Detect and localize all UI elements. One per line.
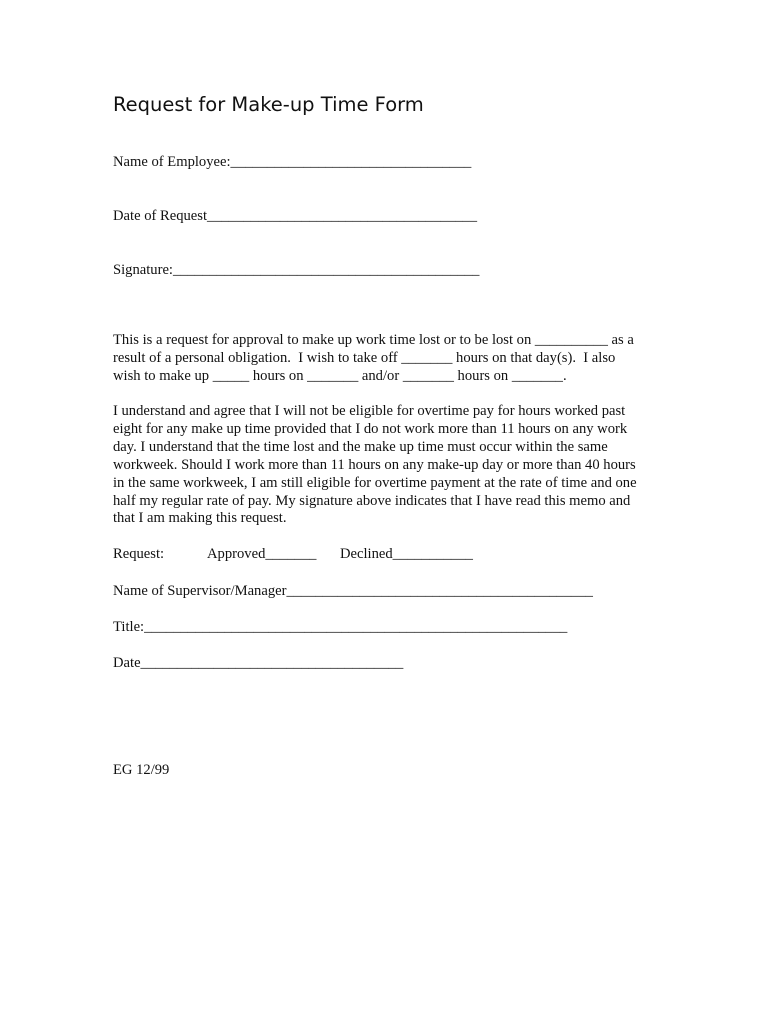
paragraph-line: result of a personal obligation. I wish to take off _______ hours on that day(s). I also xyxy=(113,349,616,366)
footer-code: EG 12/99 xyxy=(113,762,170,778)
approved-field[interactable]: Approved_______ xyxy=(207,546,317,562)
paragraph-line: I understand and agree that I will not be eligible for overtime pay for hours worked past xyxy=(113,403,626,419)
request-label: Request: xyxy=(113,546,165,562)
title-field[interactable]: Title:__________________________________________________________ xyxy=(113,619,568,635)
date-field[interactable]: Date____________________________________ xyxy=(113,655,404,671)
form-title: Request for Make-up Time Form xyxy=(113,93,424,116)
paragraph-line: half my regular rate of pay. My signature above indicates that I have read this memo and xyxy=(113,492,631,509)
declined-field[interactable]: Declined___________ xyxy=(340,546,473,562)
paragraph-line: wish to make up _____ hours on _______ and/or _______ hours on _______. xyxy=(113,367,567,384)
paragraph-line: This is a request for approval to make up work time lost or to be lost on __________ as a xyxy=(113,332,634,348)
paragraph-line: in the same workweek, I am still eligible for overtime payment at the rate of time and one xyxy=(113,474,637,491)
agreement-paragraph xyxy=(113,403,673,528)
date-of-request-field[interactable]: Date of Request_____________________________________ xyxy=(113,208,478,224)
supervisor-name-field[interactable]: Name of Supervisor/Manager__________________________________________ xyxy=(113,583,593,599)
paragraph-line: that I am making this request. xyxy=(113,510,287,527)
paragraph-line: workweek. Should I work more than 11 hours on any make-up day or more than 40 hours xyxy=(113,456,636,473)
employee-name-field[interactable]: Name of Employee:_________________________________ xyxy=(113,154,472,170)
request-paragraph xyxy=(113,332,673,386)
paragraph-line: eight for any make up time provided that I do not work more than 11 hours on any work xyxy=(113,420,628,437)
paragraph-line: day. I understand that the time lost and the make up time must occur within the same xyxy=(113,438,608,455)
signature-field[interactable]: Signature:__________________________________________ xyxy=(113,262,480,278)
